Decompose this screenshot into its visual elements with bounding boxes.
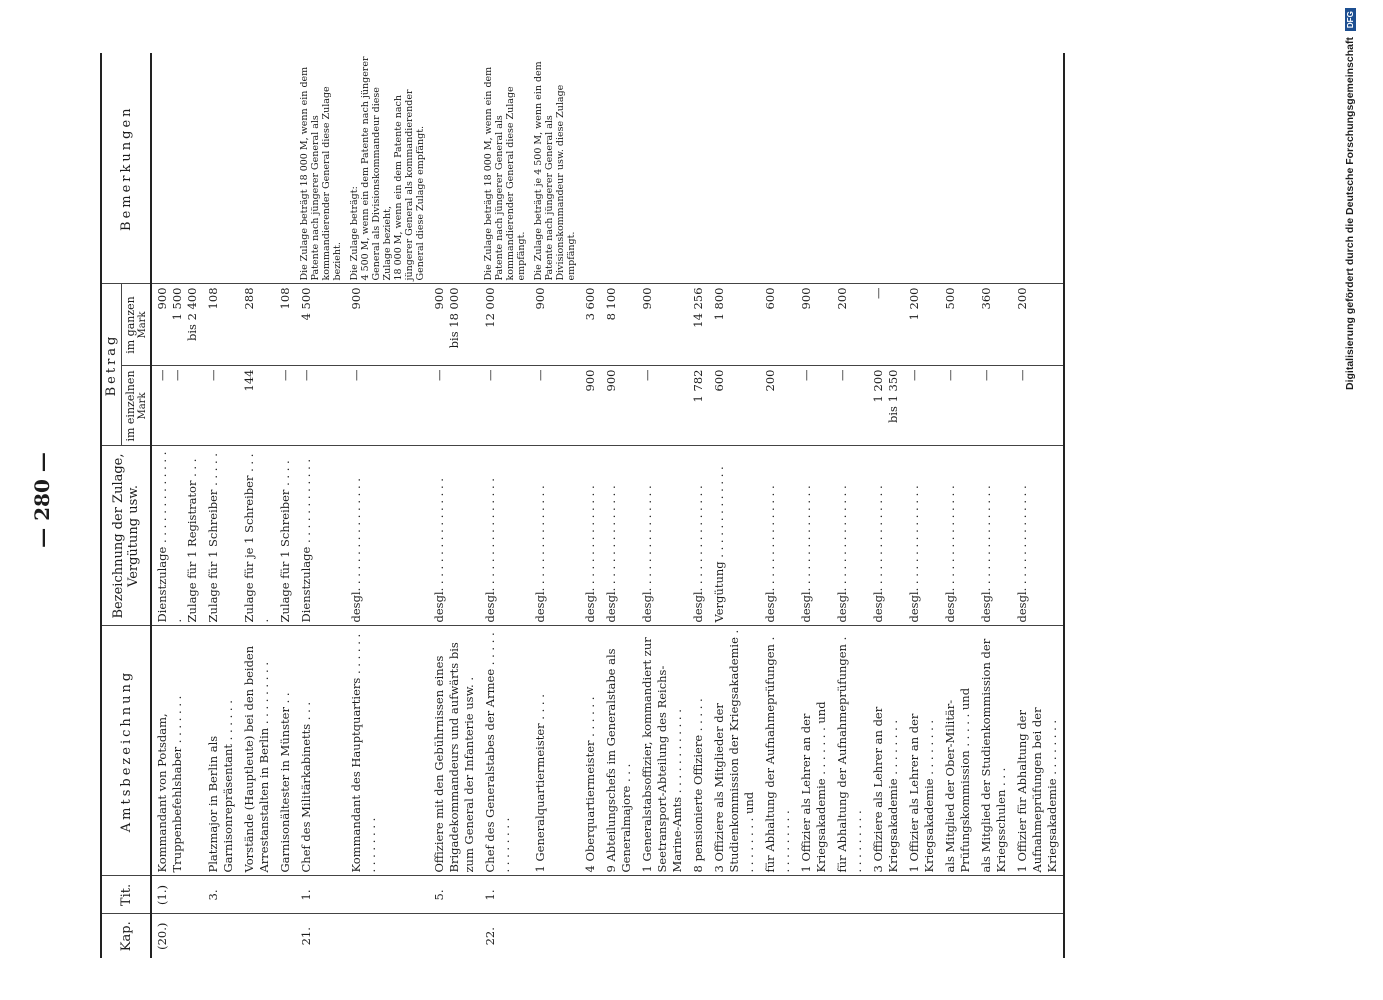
betrag-einzeln-cell: — bbox=[904, 366, 940, 446]
bezeichnung-cell: Zulage für je 1 Schreiber . . . . bbox=[239, 446, 275, 626]
kap-cell bbox=[904, 914, 940, 958]
betrag-ganzen-cell: 1 200 bbox=[904, 284, 940, 366]
table-row bbox=[530, 53, 580, 958]
tit-cell bbox=[796, 876, 832, 914]
betrag-ganzen-cell: 900 bbox=[637, 284, 688, 366]
kap-cell: 22. bbox=[480, 914, 530, 958]
betrag-einzeln-cell: — bbox=[1012, 366, 1064, 446]
betrag-einzeln-cell: — bbox=[940, 366, 976, 446]
bemerkungen-cell bbox=[688, 53, 709, 284]
betrag-ganzen-cell: 900 1 500 bis 2 400 bbox=[151, 284, 203, 366]
bemerkungen-cell: Die Zulage beträgt 18 000 M, wenn ein dem Patente nach jüngerer General als kommandierender General diese Zulage empfängt. bbox=[483, 66, 527, 281]
bemerkungen-cell: Die Zulage beträgt je 4 500 M, wenn ein dem Patente nach jüngerer General als Divisionskommandeur usw. diese Zulage empfängt. bbox=[533, 61, 577, 281]
kap-cell bbox=[346, 914, 429, 958]
tit-cell bbox=[904, 876, 940, 914]
bezeichnung-cell: desgl. . . . . . . . . . . . . . . bbox=[976, 446, 1012, 626]
betrag-ganzen-cell: 288 bbox=[239, 284, 275, 366]
header-ganzen-label: im ganzen bbox=[124, 296, 137, 354]
betrag-einzeln-cell: 900 bbox=[601, 366, 637, 446]
betrag-einzeln-cell: 144 bbox=[239, 366, 275, 446]
tit-cell bbox=[601, 876, 637, 914]
bezeichnung-cell: desgl. . . . . . . . . . . . . . . . bbox=[480, 446, 530, 626]
table-row bbox=[480, 53, 530, 958]
betrag-ganzen-cell: 108 bbox=[203, 284, 239, 366]
kap-cell: 21. bbox=[296, 914, 346, 958]
bemerkungen-cell bbox=[760, 53, 796, 284]
kap-cell bbox=[760, 914, 796, 958]
table-body bbox=[151, 53, 1064, 958]
digitization-credit bbox=[1344, 0, 1356, 390]
table-row bbox=[346, 53, 429, 958]
amtsbezeichnung-cell: 1 Generalquartiermeister . . . . bbox=[530, 626, 580, 876]
kap-cell bbox=[688, 914, 709, 958]
header-bemerkungen: Bemerkungen bbox=[101, 53, 151, 284]
header-mark-ganzen: Mark bbox=[137, 311, 148, 339]
betrag-ganzen-cell: 900 bbox=[346, 284, 429, 366]
bezeichnung-cell: desgl. . . . . . . . . . . . . . . bbox=[940, 446, 976, 626]
kap-cell: (20.) bbox=[151, 914, 203, 958]
betrag-ganzen-cell: 14 256 bbox=[688, 284, 709, 366]
kap-cell bbox=[601, 914, 637, 958]
table-row bbox=[580, 53, 601, 958]
betrag-einzeln-cell: 600 bbox=[709, 366, 760, 446]
betrag-einzeln-cell: — bbox=[275, 366, 296, 446]
betrag-einzeln-cell: — bbox=[637, 366, 688, 446]
kap-cell bbox=[530, 914, 580, 958]
kap-cell bbox=[709, 914, 760, 958]
betrag-einzeln-cell: — bbox=[203, 366, 239, 446]
kap-cell bbox=[203, 914, 239, 958]
bezeichnung-cell: desgl. . . . . . . . . . . . . . . . bbox=[346, 446, 429, 626]
table-row bbox=[904, 53, 940, 958]
tit-cell bbox=[832, 876, 868, 914]
amtsbezeichnung-cell: 1 Offizier als Lehrer an der Kriegsakademie . . . . . . . und bbox=[796, 626, 832, 876]
bemerkungen-cell bbox=[868, 53, 904, 284]
table-row bbox=[940, 53, 976, 958]
betrag-ganzen-cell: 900 bbox=[530, 284, 580, 366]
amtsbezeichnung-cell: 8 pensionierte Offiziere . . . . . bbox=[688, 626, 709, 876]
bezeichnung-cell: Zulage für 1 Schreiber . . . . bbox=[275, 446, 296, 626]
table-row bbox=[601, 53, 637, 958]
page-number: — 280 — bbox=[30, 452, 54, 548]
betrag-ganzen-cell: — bbox=[868, 284, 904, 366]
table-row bbox=[239, 53, 275, 958]
header-betrag: Betrag bbox=[101, 284, 122, 446]
bezeichnung-cell: Dienstzulage . . . . . . . . . . . . bbox=[296, 446, 346, 626]
tit-cell bbox=[976, 876, 1012, 914]
bemerkungen-cell bbox=[832, 53, 868, 284]
betrag-einzeln-cell: 1 782 bbox=[688, 366, 709, 446]
bemerkungen-cell bbox=[796, 53, 832, 284]
bezeichnung-cell: desgl. . . . . . . . . . . . . . . bbox=[637, 446, 688, 626]
header-mark-einzeln: Mark bbox=[137, 392, 148, 420]
betrag-ganzen-cell: 500 bbox=[940, 284, 976, 366]
amtsbezeichnung-cell: für Abhaltung der Aufnahmeprüfungen . . . . . . . . . . bbox=[832, 626, 868, 876]
bezeichnung-cell: desgl. . . . . . . . . . . . . . . bbox=[688, 446, 709, 626]
table-row bbox=[709, 53, 760, 958]
betrag-einzeln-cell: — bbox=[346, 366, 429, 446]
betrag-einzeln-cell: — bbox=[976, 366, 1012, 446]
betrag-einzeln-cell: 900 bbox=[580, 366, 601, 446]
bezeichnung-cell: desgl. . . . . . . . . . . . . . . bbox=[530, 446, 580, 626]
betrag-ganzen-cell: 600 bbox=[760, 284, 796, 366]
amtsbezeichnung-cell: Garnisonältester in Münster . . bbox=[275, 626, 296, 876]
table-row bbox=[151, 53, 203, 958]
bemerkungen-cell bbox=[709, 53, 760, 284]
betrag-ganzen-cell: 12 000 bbox=[480, 284, 530, 366]
kap-cell bbox=[796, 914, 832, 958]
bemerkungen-cell bbox=[203, 53, 239, 284]
amtsbezeichnung-cell: Chef des Militärkabinetts . . . bbox=[296, 626, 346, 876]
amtsbezeichnung-cell: 3 Offiziere als Mitglieder der Studienkommission der Kriegsakademie . . . . . . . . . und bbox=[709, 626, 760, 876]
bezeichnung-cell: Zulage für 1 Schreiber . . . . . bbox=[203, 446, 239, 626]
table-row bbox=[688, 53, 709, 958]
header-einzeln-label: im einzelnen bbox=[124, 370, 137, 442]
table-row bbox=[1012, 53, 1064, 958]
table-row bbox=[868, 53, 904, 958]
table-row bbox=[760, 53, 796, 958]
header-amtsbezeichnung: Amtsbezeichnung bbox=[101, 626, 151, 876]
betrag-ganzen-cell: 8 100 bbox=[601, 284, 637, 366]
bemerkungen-cell: Die Zulage beträgt: 4 500 M, wenn ein dem Patente nach jüngerer General als Divisionskommandeur diese Zulage bezieht, 18 000 M, wenn ein dem Patente nach jüngerer General als kommandierender General diese Zulage empfängt. bbox=[349, 56, 426, 281]
kap-cell bbox=[940, 914, 976, 958]
betrag-ganzen-cell: 900 bis 18 000 bbox=[429, 284, 480, 366]
table-row bbox=[296, 53, 346, 958]
table-row bbox=[275, 53, 296, 958]
bezeichnung-cell: desgl. . . . . . . . . . . . . . . bbox=[580, 446, 601, 626]
tit-cell bbox=[688, 876, 709, 914]
betrag-einzeln-cell: 200 bbox=[760, 366, 796, 446]
bezeichnung-cell: desgl. . . . . . . . . . . . . . . bbox=[796, 446, 832, 626]
bezeichnung-cell: desgl. . . . . . . . . . . . . . . bbox=[832, 446, 868, 626]
header-im-einzelnen bbox=[122, 366, 152, 446]
bemerkungen-cell bbox=[601, 53, 637, 284]
bemerkungen-cell bbox=[637, 53, 688, 284]
table-row bbox=[976, 53, 1012, 958]
betrag-ganzen-cell: 108 bbox=[275, 284, 296, 366]
amtsbezeichnung-cell: 9 Abteilungschefs im Generalstabe als Generalmajore . . . bbox=[601, 626, 637, 876]
dfg-logo: DFG bbox=[1345, 8, 1356, 31]
bemerkungen-cell bbox=[976, 53, 1012, 284]
header-bezeichnung: Bezeichnung der Zulage, Vergütung usw. bbox=[101, 446, 151, 626]
tit-cell: 1. bbox=[480, 876, 530, 914]
amtsbezeichnung-cell: Chef des Generalstabes der Armee . . . . . . . . . . . . . bbox=[480, 626, 530, 876]
betrag-einzeln-cell: — bbox=[530, 366, 580, 446]
budget-table bbox=[100, 53, 1065, 958]
bezeichnung-cell: desgl. . . . . . . . . . . . . . . . bbox=[429, 446, 480, 626]
betrag-ganzen-cell: 360 bbox=[976, 284, 1012, 366]
tit-cell bbox=[530, 876, 580, 914]
bemerkungen-cell bbox=[580, 53, 601, 284]
bemerkungen-cell: Die Zulage beträgt 18 000 M, wenn ein dem Patente nach jüngerer General als kommandierender General diese Zulage bezieht. bbox=[299, 66, 343, 281]
tit-cell: 3. bbox=[203, 876, 239, 914]
tit-cell bbox=[940, 876, 976, 914]
amtsbezeichnung-cell: Kommandant von Potsdam, Truppenbefehlshaber . . . . . . . bbox=[151, 626, 203, 876]
amtsbezeichnung-cell: für Abhaltung der Aufnahmeprüfungen . . . . . . . . . . bbox=[760, 626, 796, 876]
betrag-ganzen-cell: 200 bbox=[832, 284, 868, 366]
bezeichnung-cell: Vergütung . . . . . . . . . . . . . bbox=[709, 446, 760, 626]
betrag-einzeln-cell: — bbox=[429, 366, 480, 446]
table-row bbox=[203, 53, 239, 958]
betrag-einzeln-cell: — bbox=[480, 366, 530, 446]
kap-cell bbox=[429, 914, 480, 958]
bemerkungen-cell bbox=[904, 53, 940, 284]
kap-cell bbox=[832, 914, 868, 958]
tit-cell bbox=[1012, 876, 1064, 914]
tit-cell: 5. bbox=[429, 876, 480, 914]
amtsbezeichnung-cell: 1 Offizier als Lehrer an der Kriegsakademie . . . . . . . . bbox=[904, 626, 940, 876]
credit-text: Digitalisierung gefördert durch die Deutsche Forschungsgemeinschaft bbox=[1344, 37, 1356, 390]
header-tit: Tit. bbox=[101, 876, 151, 914]
betrag-einzeln-cell: — bbox=[296, 366, 346, 446]
kap-cell bbox=[1012, 914, 1064, 958]
kap-cell bbox=[976, 914, 1012, 958]
tit-cell bbox=[868, 876, 904, 914]
tit-cell bbox=[709, 876, 760, 914]
kap-cell bbox=[580, 914, 601, 958]
bezeichnung-cell: desgl. . . . . . . . . . . . . . . bbox=[1012, 446, 1064, 626]
table-row bbox=[429, 53, 480, 958]
tit-cell: 1. bbox=[296, 876, 346, 914]
budget-table-frame bbox=[100, 53, 1280, 958]
betrag-ganzen-cell: 900 bbox=[796, 284, 832, 366]
bezeichnung-cell: desgl. . . . . . . . . . . . . . . bbox=[760, 446, 796, 626]
betrag-ganzen-cell: 4 500 bbox=[296, 284, 346, 366]
bemerkungen-cell bbox=[940, 53, 976, 284]
amtsbezeichnung-cell: als Mitglied der Ober-Militär-Prüfungskommission . . . . . und bbox=[940, 626, 976, 876]
tit-cell bbox=[580, 876, 601, 914]
bezeichnung-cell: desgl. . . . . . . . . . . . . . . bbox=[904, 446, 940, 626]
betrag-ganzen-cell: 3 600 bbox=[580, 284, 601, 366]
betrag-einzeln-cell: — bbox=[796, 366, 832, 446]
tit-cell bbox=[637, 876, 688, 914]
amtsbezeichnung-cell: Kommandant des Hauptquartiers . . . . . . . . . . . . . . bbox=[346, 626, 429, 876]
tit-cell bbox=[760, 876, 796, 914]
amtsbezeichnung-cell: Offiziere mit den Gebührnissen eines Brigadekommandeurs und aufwärts bis zum General der Infanterie usw. . bbox=[429, 626, 480, 876]
bezeichnung-cell: Dienstzulage . . . . . . . . . . . . . . Zulage für 1 Registrator . . . bbox=[151, 446, 203, 626]
amtsbezeichnung-cell: Platzmajor in Berlin als Garnisonrepräsentant . . . . . . bbox=[203, 626, 239, 876]
amtsbezeichnung-cell: 3 Offiziere als Lehrer an der Kriegsakademie . . . . . . . . bbox=[868, 626, 904, 876]
amtsbezeichnung-cell: 1 Offizier für Abhaltung der Aufnahmeprüfungen bei der Kriegsakademie . . . . . . . . bbox=[1012, 626, 1064, 876]
table-row bbox=[832, 53, 868, 958]
bemerkungen-cell bbox=[151, 53, 203, 284]
betrag-ganzen-cell: 200 bbox=[1012, 284, 1064, 366]
table-row bbox=[637, 53, 688, 958]
betrag-einzeln-cell: 1 200 bis 1 350 bbox=[868, 366, 904, 446]
header-im-ganzen bbox=[122, 284, 152, 366]
tit-cell bbox=[346, 876, 429, 914]
bemerkungen-cell bbox=[429, 53, 480, 284]
tit-cell bbox=[239, 876, 275, 914]
table-row bbox=[796, 53, 832, 958]
amtsbezeichnung-cell: 4 Oberquartiermeister . . . . . . bbox=[580, 626, 601, 876]
bemerkungen-cell bbox=[1012, 53, 1064, 284]
amtsbezeichnung-cell: als Mitglied der Studienkommission der Kriegsschulen . . . bbox=[976, 626, 1012, 876]
bezeichnung-cell: desgl. . . . . . . . . . . . . . . bbox=[868, 446, 904, 626]
kap-cell bbox=[275, 914, 296, 958]
kap-cell bbox=[239, 914, 275, 958]
bezeichnung-cell: desgl. . . . . . . . . . . . . . . bbox=[601, 446, 637, 626]
header-kap: Kap. bbox=[101, 914, 151, 958]
kap-cell bbox=[637, 914, 688, 958]
kap-cell bbox=[868, 914, 904, 958]
bemerkungen-cell bbox=[275, 53, 296, 284]
tit-cell: (1.) bbox=[151, 876, 203, 914]
amtsbezeichnung-cell: Vorstände (Hauptleute) bei den beiden Arrestanstalten in Berlin . . . . . . . . . bbox=[239, 626, 275, 876]
betrag-einzeln-cell: — — bbox=[151, 366, 203, 446]
betrag-einzeln-cell: — bbox=[832, 366, 868, 446]
bemerkungen-cell bbox=[239, 53, 275, 284]
tit-cell bbox=[275, 876, 296, 914]
betrag-ganzen-cell: 1 800 bbox=[709, 284, 760, 366]
amtsbezeichnung-cell: 1 Generalstabsoffizier, kommandiert zur Seetransport-Abteilung des Reichs-Marine-Amts . . . . . . . . . . . . bbox=[637, 626, 688, 876]
